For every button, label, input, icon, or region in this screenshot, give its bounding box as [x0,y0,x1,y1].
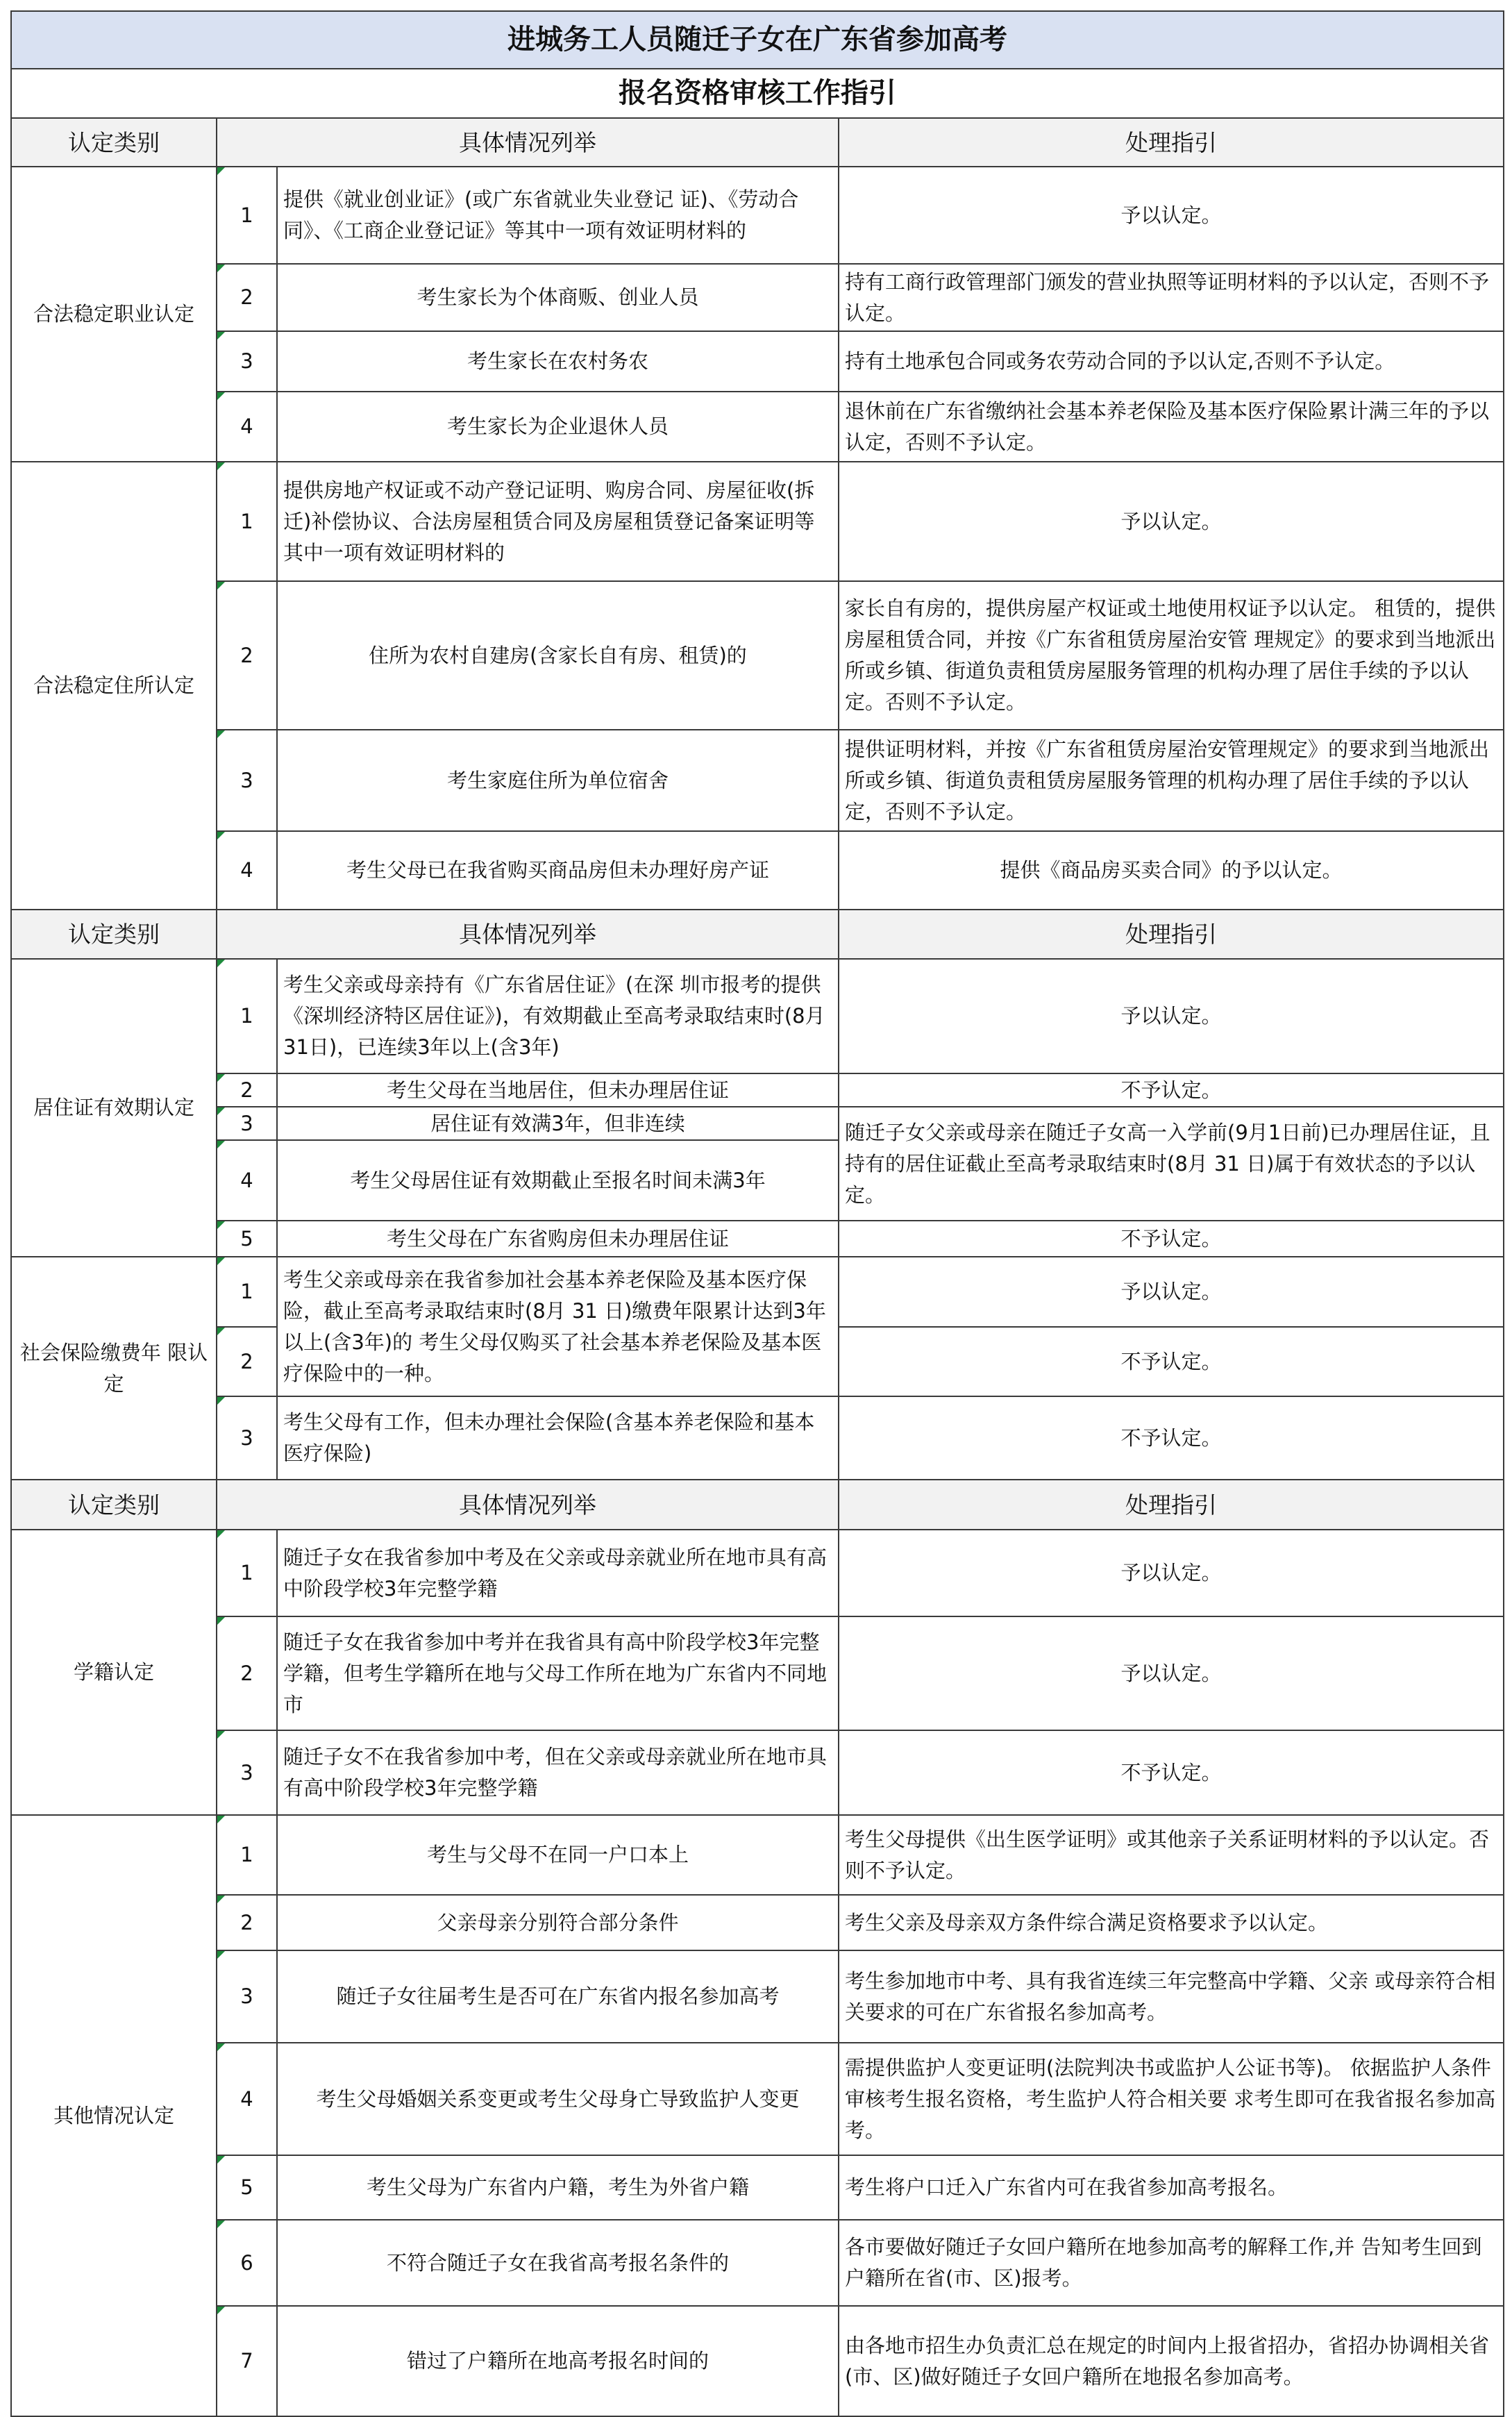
table-row [11,2043,1504,2155]
table-row [11,730,1504,831]
situation-cell: 考生父亲或母亲在我省参加社会基本养老保险及基本医疗保险，截止至高考录取结束时(8月 31 日)缴费年限累计达到3年以上(含3年)的 考生父母仅购买了社会基本养老保险及基本医疗保险中的一种。 [277,1257,839,1396]
row-number: 7 [217,2306,277,2416]
guidance-cell: 考生父母提供《出生医学证明》或其他亲子关系证明材料的予以认定。否则不予认定。 [839,1815,1504,1895]
guidance-cell: 提供证明材料，并按《广东省租赁房屋治安管理规定》的要求到当地派出所或乡镇、街道负责租赁房屋服务管理的机构办理了居住手续的予以认定，否则不予认定。 [839,730,1504,831]
situation-cell: 考生家长为个体商贩、创业人员 [277,264,839,331]
guidance-cell: 予以认定。 [839,167,1504,264]
row-number: 5 [217,2155,277,2220]
document-subtitle: 报名资格审核工作指引 [11,69,1504,118]
situation-cell: 考生父母为广东省内户籍，考生为外省户籍 [277,2155,839,2220]
table-row [11,331,1504,392]
header-category: 认定类别 [11,1480,217,1530]
guidance-cell: 不予认定。 [839,1221,1504,1257]
situation-cell: 考生父母已在我省购买商品房但未办理好房产证 [277,831,839,910]
table-row [11,1107,1504,1140]
situation-cell: 提供房地产权证或不动产登记证明、购房合同、房屋征收(拆迁)补偿协议、合法房屋租赁合同及房屋租赁登记备案证明等其中一项有效证明材料的 [277,462,839,581]
row-number: 3 [217,1730,277,1815]
guidance-cell: 予以认定。 [839,1530,1504,1616]
table-row [11,1221,1504,1257]
table-row [11,581,1504,730]
guidance-cell: 考生将户口迁入广东省内可在我省参加高考报名。 [839,2155,1504,2220]
row-number: 2 [217,264,277,331]
table-row [11,1815,1504,1895]
category-cell: 合法稳定住所认定 [11,462,217,910]
row-number: 1 [217,1257,277,1327]
table-row [11,831,1504,910]
situation-cell: 居住证有效满3年，但非连续 [277,1107,839,1140]
guidance-cell: 不予认定。 [839,1730,1504,1815]
situation-cell: 随迁子女在我省参加中考并在我省具有高中阶段学校3年完整学籍，但考生学籍所在地与父母工作所在地为广东省内不同地市 [277,1616,839,1730]
guidance-cell: 不予认定。 [839,1396,1504,1480]
table-row [11,2220,1504,2306]
row-number: 1 [217,1530,277,1616]
header-guidance: 处理指引 [839,118,1504,167]
row-number: 2 [217,1073,277,1107]
guidance-cell: 不予认定。 [839,1327,1504,1396]
header-situation: 具体情况列举 [217,1480,839,1530]
table-row [11,1396,1504,1480]
situation-cell: 考生父母居住证有效期截止至报名时间未满3年 [277,1140,839,1221]
table-row [11,1073,1504,1107]
header-category: 认定类别 [11,118,217,167]
row-number: 4 [217,831,277,910]
row-number: 4 [217,1140,277,1221]
row-number: 4 [217,392,277,462]
situation-cell: 考生父母在当地居住，但未办理居住证 [277,1073,839,1107]
table-row [11,392,1504,462]
guidance-cell: 家长自有房的，提供房屋产权证或土地使用权证予以认定。 租赁的，提供房屋租赁合同，并按《广东省租赁房屋治安管 理规定》的要求到当地派出所或乡镇、街道负责租赁房屋服务管理的机构办理了居住手续的予以认定。否则不予认定。 [839,581,1504,730]
table-row [11,2155,1504,2220]
row-number: 1 [217,462,277,581]
situation-cell: 考生家庭住所为单位宿舍 [277,730,839,831]
guidance-cell: 各市要做好随迁子女回户籍所在地参加高考的解释工作,并 告知考生回到户籍所在省(市、区)报考。 [839,2220,1504,2306]
situation-cell: 随迁子女在我省参加中考及在父亲或母亲就业所在地市具有高中阶段学校3年完整学籍 [277,1530,839,1616]
header-guidance: 处理指引 [839,1480,1504,1530]
guidance-cell: 随迁子女父亲或母亲在随迁子女高一入学前(9月1日前)已办理居住证，且持有的居住证截止至高考录取结束时(8月 31 日)属于有效状态的予以认定。 [839,1107,1504,1221]
category-cell: 居住证有效期认定 [11,959,217,1257]
header-row [11,118,1504,167]
row-number: 2 [217,581,277,730]
table-row [11,1616,1504,1730]
guidance-cell: 持有土地承包合同或务农劳动合同的予以认定,否则不予认定。 [839,331,1504,392]
situation-cell: 住所为农村自建房(含家长自有房、租赁)的 [277,581,839,730]
table-row [11,264,1504,331]
guidance-cell: 需提供监护人变更证明(法院判决书或监护人公证书等)。 依据监护人条件审核考生报名资格，考生监护人符合相关要 求考生即可在我省报名参加高考。 [839,2043,1504,2155]
guidance-cell: 予以认定。 [839,1257,1504,1327]
situation-cell: 考生家长为企业退休人员 [277,392,839,462]
category-cell: 其他情况认定 [11,1815,217,2416]
row-number: 1 [217,959,277,1073]
guidance-cell: 持有工商行政管理部门颁发的营业执照等证明材料的予以认定，否则不予认定。 [839,264,1504,331]
row-number: 5 [217,1221,277,1257]
guidance-cell: 予以认定。 [839,959,1504,1073]
situation-cell: 不符合随迁子女在我省高考报名条件的 [277,2220,839,2306]
table-row [11,167,1504,264]
row-number: 4 [217,2043,277,2155]
guidance-cell: 提供《商品房买卖合同》的予以认定。 [839,831,1504,910]
table-row [11,2306,1504,2416]
table-row [11,959,1504,1073]
guidance-table [10,10,1504,2417]
situation-cell: 考生家长在农村务农 [277,331,839,392]
row-number: 3 [217,730,277,831]
row-number: 2 [217,1327,277,1396]
guidance-cell: 予以认定。 [839,462,1504,581]
header-guidance: 处理指引 [839,910,1504,959]
guidance-cell: 考生父亲及母亲双方条件综合满足资格要求予以认定。 [839,1895,1504,1950]
table-row [11,1530,1504,1616]
row-number: 2 [217,1895,277,1950]
situation-cell: 随迁子女往届考生是否可在广东省内报名参加高考 [277,1950,839,2043]
table-row [11,1730,1504,1815]
guidance-cell: 由各地市招生办负责汇总在规定的时间内上报省招办，省招办协调相关省(市、区)做好随迁子女回户籍所在地报名参加高考。 [839,2306,1504,2416]
category-cell: 学籍认定 [11,1530,217,1815]
table-row [11,1257,1504,1327]
situation-cell: 父亲母亲分别符合部分条件 [277,1895,839,1950]
situation-cell: 考生父母有工作，但未办理社会保险(含基本养老保险和基本医疗保险) [277,1396,839,1480]
document-title: 进城务工人员随迁子女在广东省参加高考 [11,11,1504,69]
table-row [11,1950,1504,2043]
guidance-cell: 不予认定。 [839,1073,1504,1107]
header-category: 认定类别 [11,910,217,959]
row-number: 3 [217,1950,277,2043]
row-number: 1 [217,1815,277,1895]
situation-cell: 考生父母在广东省购房但未办理居住证 [277,1221,839,1257]
situation-cell: 提供《就业创业证》(或广东省就业失业登记 证)、《劳动合同》、《工商企业登记证》等其中一项有效证明材料的 [277,167,839,264]
row-number: 1 [217,167,277,264]
header-situation: 具体情况列举 [217,118,839,167]
category-cell: 合法稳定职业认定 [11,167,217,462]
situation-cell: 错过了户籍所在地高考报名时间的 [277,2306,839,2416]
header-row [11,1480,1504,1530]
header-situation: 具体情况列举 [217,910,839,959]
row-number: 2 [217,1616,277,1730]
row-number: 6 [217,2220,277,2306]
header-row [11,910,1504,959]
category-cell: 社会保险缴费年 限认定 [11,1257,217,1480]
situation-cell: 考生父亲或母亲持有《广东省居住证》(在深 圳市报考的提供《深圳经济特区居住证》)，有效期截止至高考录取结束时(8月31日)，已连续3年以上(含3年) [277,959,839,1073]
table-row [11,462,1504,581]
row-number: 3 [217,1107,277,1140]
guidance-cell: 予以认定。 [839,1616,1504,1730]
row-number: 3 [217,1396,277,1480]
guidance-cell: 退休前在广东省缴纳社会基本养老保险及基本医疗保险累计满三年的予以认定，否则不予认定。 [839,392,1504,462]
row-number: 3 [217,331,277,392]
guidance-cell: 考生参加地市中考、具有我省连续三年完整高中学籍、父亲 或母亲符合相关要求的可在广东省报名参加高考。 [839,1950,1504,2043]
table-row [11,1895,1504,1950]
situation-cell: 考生父母婚姻关系变更或考生父母身亡导致监护人变更 [277,2043,839,2155]
situation-cell: 考生与父母不在同一户口本上 [277,1815,839,1895]
situation-cell: 随迁子女不在我省参加中考，但在父亲或母亲就业所在地市具有高中阶段学校3年完整学籍 [277,1730,839,1815]
